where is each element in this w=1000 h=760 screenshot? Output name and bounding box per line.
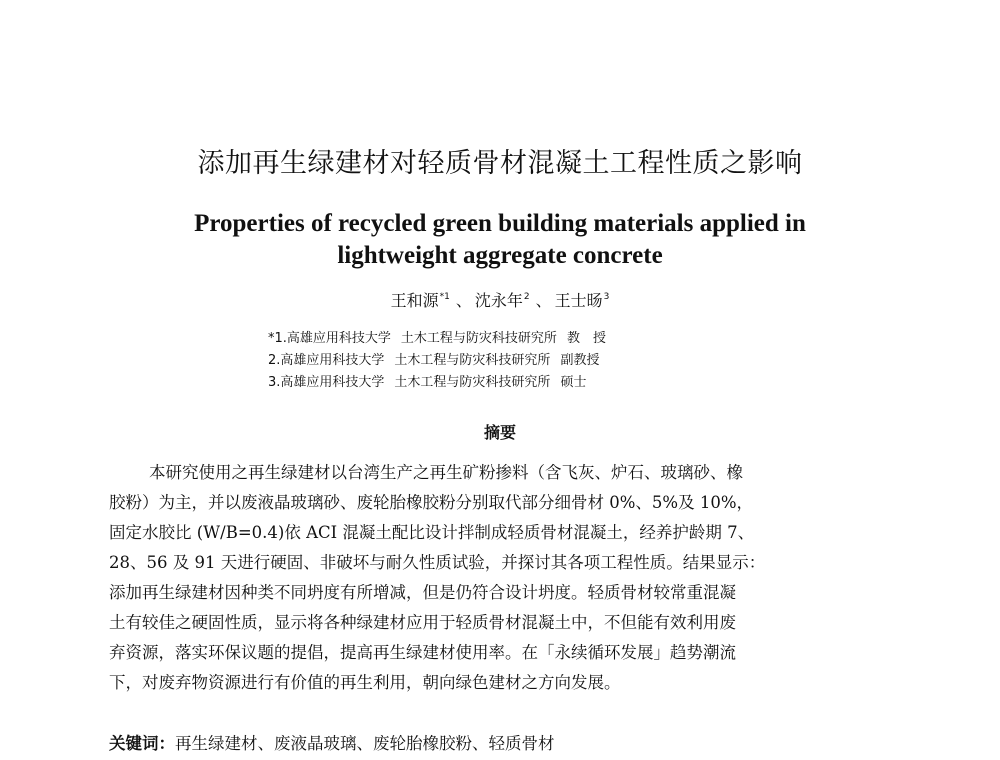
abstract-body bbox=[109, 458, 889, 698]
author-mark: 2 bbox=[523, 292, 530, 302]
author-name: 王士旸 bbox=[554, 291, 603, 310]
author-mark: *1 bbox=[439, 292, 450, 302]
affiliation-school: 高雄应用科技大学 bbox=[280, 375, 385, 390]
affiliation-dept: 土木工程与防灾科技研究所 bbox=[394, 375, 551, 390]
affiliation-dept: 土木工程与防灾科技研究所 bbox=[400, 331, 557, 346]
affiliation-role: 硕士 bbox=[560, 375, 587, 390]
abstract-line: 本研究使用之再生绿建材以台湾生产之再生矿粉掺料（含飞灰、炉石、玻璃砂、橡 bbox=[149, 463, 743, 482]
abstract-heading: 摘要 bbox=[483, 423, 516, 442]
affiliation-school: 高雄应用科技大学 bbox=[286, 331, 391, 346]
affiliation-prefix: 2. bbox=[268, 353, 281, 368]
author-separator: 、 bbox=[455, 291, 472, 310]
affiliation-line bbox=[268, 350, 748, 372]
affiliation-school: 高雄应用科技大学 bbox=[280, 353, 385, 368]
abstract-line: 添加再生绿建材因种类不同坍度有所增减，但是仍符合设计坍度。轻质骨材较常重混凝 bbox=[109, 583, 736, 602]
author-name: 王和源 bbox=[390, 291, 439, 310]
abstract-line: 28、56 及 91 天进行硬固、非破坏与耐久性质试验，并探讨其各项工程性质。结果显示： bbox=[109, 553, 766, 572]
affiliation-list bbox=[268, 328, 748, 394]
affiliation-line bbox=[268, 328, 748, 350]
keywords-label: 关键词： bbox=[109, 734, 175, 753]
affiliation-role: 副教授 bbox=[560, 353, 600, 368]
title-english-line-1: Properties of recycled green building materials applied in bbox=[194, 210, 806, 237]
author-mark: 3 bbox=[603, 292, 610, 302]
title-english-line-2: lightweight aggregate concrete bbox=[337, 242, 663, 269]
abstract-line: 土有较佳之硬固性质，显示将各种绿建材应用于轻质骨材混凝土中，不但能有效利用废 bbox=[109, 613, 736, 632]
title-chinese: 添加再生绿建材对轻质骨材混凝土工程性质之影响 bbox=[197, 148, 803, 179]
abstract-line: 固定水胶比 (W/B=0.4)依 ACI 混凝土配比设计拌制成轻质骨材混凝土，经养护龄期 7、 bbox=[109, 523, 755, 542]
affiliation-prefix: *1. bbox=[268, 331, 287, 346]
abstract-line: 弃资源，落实环保议题的提倡，提高再生绿建材使用率。在「永续循环发展」趋势潮流 bbox=[109, 643, 736, 662]
abstract-line: 胶粉）为主，并以废液晶玻璃砂、废轮胎橡胶粉分别取代部分细骨材 0%、5%及 10%， bbox=[109, 493, 754, 512]
affiliation-line bbox=[268, 372, 748, 394]
title-english bbox=[0, 208, 1000, 272]
author-separator: 、 bbox=[535, 291, 552, 310]
affiliation-dept: 土木工程与防灾科技研究所 bbox=[394, 353, 551, 368]
affiliation-prefix: 3. bbox=[268, 375, 281, 390]
keywords-list: 再生绿建材、废液晶玻璃、废轮胎橡胶粉、轻质骨材 bbox=[175, 734, 555, 753]
affiliation-role: 教 授 bbox=[566, 331, 606, 346]
author-name: 沈永年 bbox=[474, 291, 523, 310]
abstract-line: 下，对废弃物资源进行有价值的再生利用，朝向绿色建材之方向发展。 bbox=[109, 673, 621, 692]
author-list bbox=[0, 288, 1000, 311]
keywords-line bbox=[109, 730, 889, 754]
